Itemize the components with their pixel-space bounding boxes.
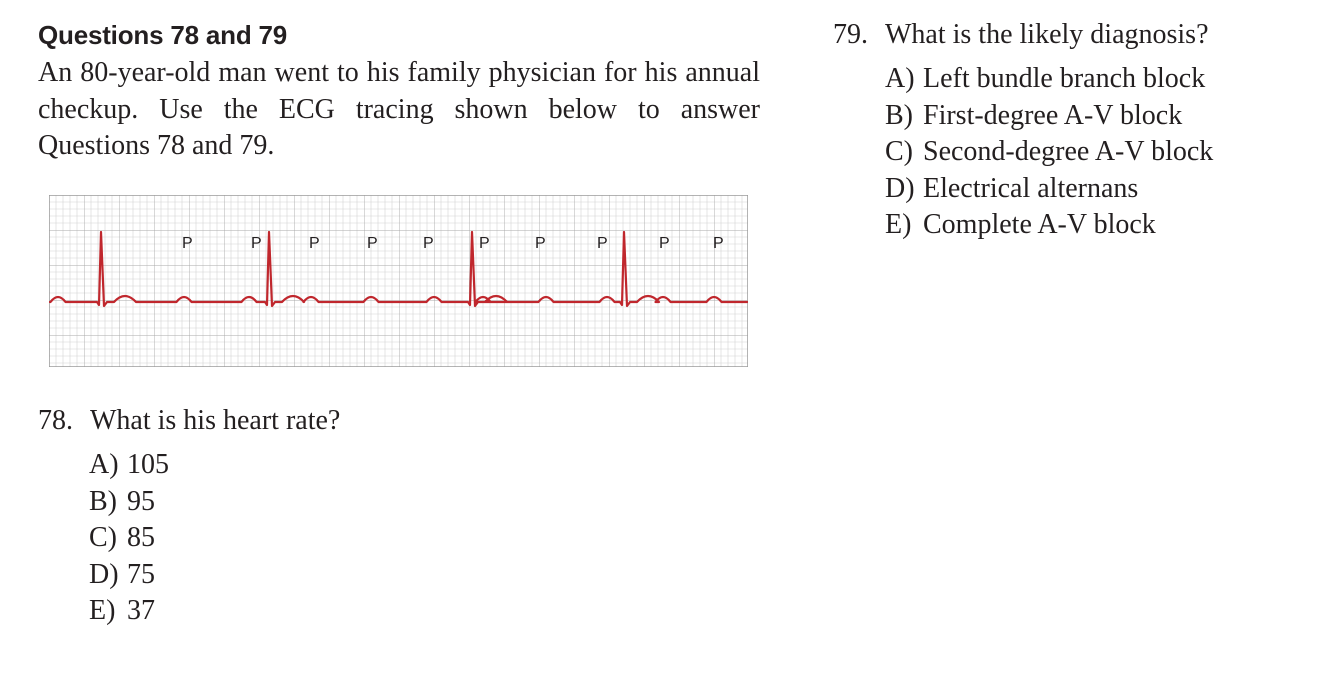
question-78-number: 78.	[38, 405, 73, 436]
question-78	[38, 403, 340, 439]
p-wave-label: P	[479, 235, 490, 252]
option-text: 85	[127, 522, 155, 553]
option-letter: E)	[885, 209, 912, 240]
option-letter: C)	[89, 522, 117, 553]
option-letter: A)	[89, 449, 119, 480]
p-wave-label: P	[309, 235, 320, 252]
option-78-d[interactable]	[89, 557, 169, 594]
option-letter: B)	[89, 485, 117, 517]
option-text: 75	[127, 558, 155, 590]
option-79-a[interactable]	[885, 61, 1213, 98]
question-79-options	[885, 61, 1213, 244]
p-wave-label: P	[423, 235, 434, 252]
question-78-text: What is his heart rate?	[90, 405, 341, 436]
p-wave-label: P	[182, 235, 193, 252]
question-79-text: What is the likely diagnosis?	[885, 19, 1209, 50]
option-text: Complete A-V block	[923, 209, 1156, 240]
option-78-a[interactable]	[89, 447, 169, 484]
option-78-c[interactable]	[89, 520, 169, 557]
question-79-number: 79.	[833, 19, 868, 50]
option-78-e[interactable]	[89, 593, 169, 630]
option-78-b[interactable]	[89, 484, 169, 521]
option-letter: E)	[89, 595, 116, 626]
option-text: Left bundle branch block	[923, 63, 1206, 94]
p-wave-label: P	[597, 235, 608, 252]
p-wave-label: P	[659, 235, 670, 252]
p-wave-label: P	[367, 235, 378, 252]
option-79-e[interactable]	[885, 207, 1213, 244]
question-78-options	[89, 447, 169, 630]
ecg-grid	[49, 195, 748, 367]
ecg-tracing	[49, 195, 748, 367]
p-wave-label: P	[535, 235, 546, 252]
option-letter: B)	[885, 99, 913, 131]
option-text: 105	[127, 449, 169, 480]
p-wave-label: P	[251, 235, 262, 252]
case-description: An 80-year-old man went to his family physician for his annual checkup. Use the ECG tracing shown below to answer Questions 78 and 79.	[38, 57, 760, 161]
option-text: 37	[127, 595, 155, 626]
questions-heading: Questions 78 and 79	[38, 20, 288, 50]
option-79-b[interactable]	[885, 98, 1213, 135]
option-text: 95	[127, 485, 155, 517]
option-79-c[interactable]	[885, 134, 1213, 171]
question-79	[833, 17, 1209, 53]
option-text: Electrical alternans	[923, 172, 1139, 204]
option-letter: C)	[885, 136, 913, 167]
option-79-d[interactable]	[885, 171, 1213, 208]
option-text: Second-degree A-V block	[923, 136, 1214, 167]
option-letter: D)	[89, 558, 119, 590]
p-wave-label: P	[713, 235, 724, 252]
option-text: First-degree A-V block	[923, 99, 1183, 131]
option-letter: A)	[885, 63, 915, 94]
option-letter: D)	[885, 172, 915, 204]
